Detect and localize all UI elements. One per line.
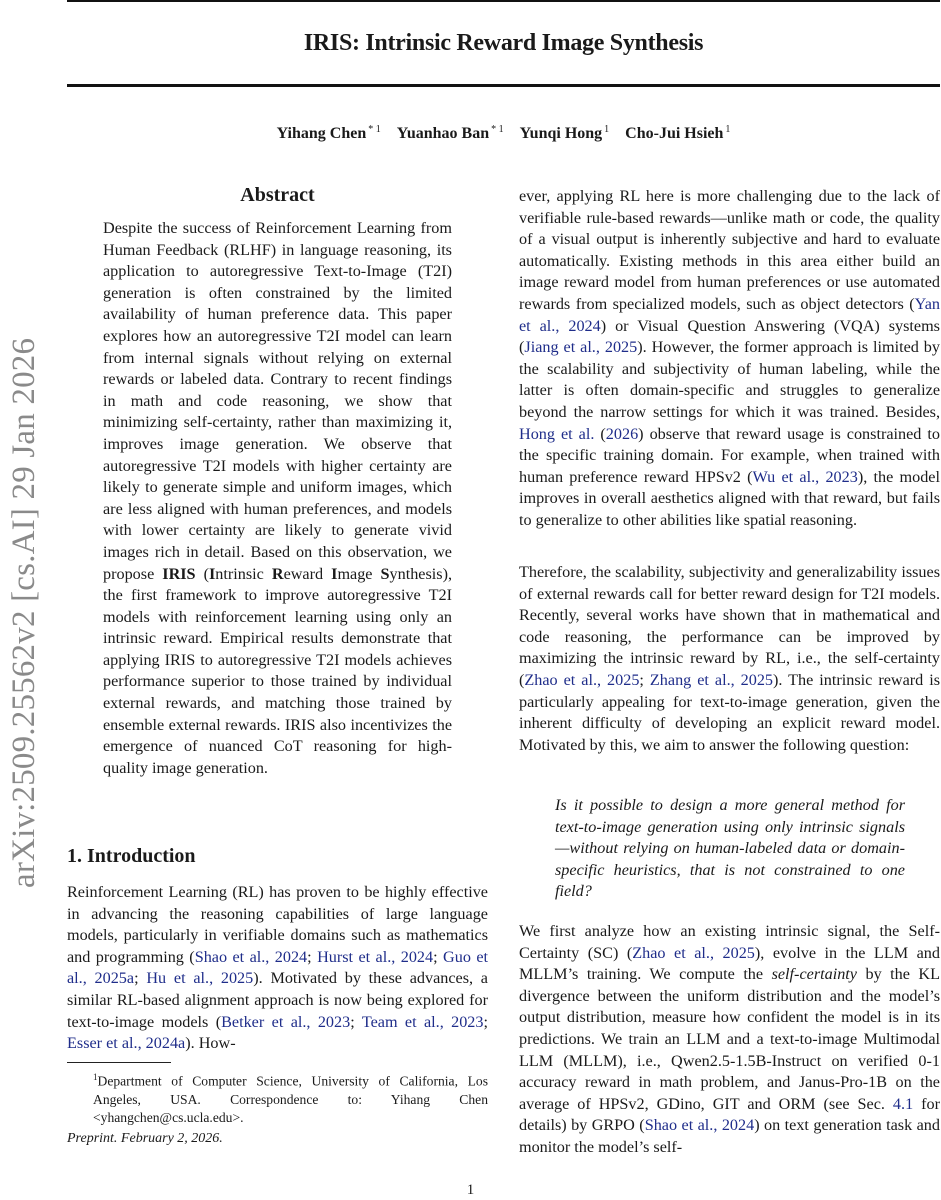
introduction-paragraph-3: We first analyze how an existing intrinsic signal, the Self-Certainty (SC) (Zhao et al., 2025), evolve in the LLM and MLLM’s training. We compute the self-certainty by the KL divergence between the uniform distribution and the model’s output distribution, measure how confident the model is in its predictions. We train an LLM and a text-to-image Multimodal LLM (MLLM), i.e., Qwen2.5-1.5B-Instruct on verified 0-1 accuracy reward in math problem, and Janus-Pro-1B on the average of HPSv2, GDino, GIT and ORM (see Sec. 4.1 for details) by GRPO (Shao et al., 2024) on text generation task and monitor the model’s self- [519, 922, 940, 1156]
abstract-heading: Abstract [240, 184, 315, 206]
footnote-divider [67, 1062, 171, 1063]
citation-link[interactable]: 2026 [605, 424, 639, 443]
introduction-paragraph-1-continued: ever, applying RL here is more challenging due to the lack of verifiable rule-based rewards—unlike math or code, the quality of a visual output is inherently subjective and hard to evaluate automatically. Existing methods in this area either build an image reward model from human preferences or use automated rewards from specialized models, such as object detectors (Yan et al., 2024) or Visual Question Answering (VQA) systems (Jiang et al., 2025). However, the former approach is limited by the scalability and subjectivity of human labeling, while the latter is often domain-specific and struggles to generalize beyond the narrow settings for which it was trained. Besides, Hong et al. (2026) observe that reward usage is constrained to the specific training domain. For example, when trained with human preference reward HPSv2 (Wu et al., 2023), the model improves in overall aesthetics aligned with that reward, but fails to generalize to other abilities like spatial reasoning. [519, 187, 940, 529]
research-question: Is it possible to design a more general method for text-to-image generation using only intrinsic signals—without relying on human-labeled data or domain-specific heuristics, that is not constrained to one field? [555, 796, 905, 901]
citation-link[interactable]: Esser et al., 2024a [67, 1034, 186, 1053]
citation-link[interactable]: Zhang et al., 2025 [649, 670, 774, 689]
page-number: 1 [466, 1182, 475, 1198]
citation-link[interactable]: Team et al., 2023 [361, 1012, 484, 1031]
title-rule [67, 84, 940, 87]
citation-link[interactable]: Zhao et al., 2025 [632, 943, 755, 962]
citation-link[interactable]: Shao et al., 2024 [194, 947, 308, 966]
author: Yunqi Hong $^1$ [519, 124, 610, 142]
author: Cho-Jui Hsieh $^1$ [625, 124, 731, 142]
paper-title: IRIS: Intrinsic Reward Image Synthesis [303, 30, 704, 56]
author: Yuanhao Ban $^{* 1}$ [396, 124, 504, 142]
section-reference-link[interactable]: 4.1 [892, 1094, 914, 1113]
citation-link[interactable]: Hong et al. [519, 424, 595, 443]
citation-link[interactable]: Jiang et al., 2025 [524, 338, 638, 357]
preprint-note: Preprint. February 2, 2026. [67, 1131, 223, 1146]
citation-link[interactable]: Guo et al., 2025a [67, 947, 489, 988]
citation-link[interactable]: Yan et al., 2024 [519, 294, 940, 335]
top-rule [67, 0, 940, 2]
introduction-paragraph-2: Therefore, the scalability, subjectivity and generalizability issues of external rewards call for better reward design for T2I models. Recently, several works have shown that in mathematical and code reasoning, the performance can be improved by maximizing the intrinsic reward by RL, i.e., the self-certainty (Zhao et al., 2025; Zhang et al., 2025). The intrinsic reward is particularly appealing for text-to-image generation, given the inherent difficulty of developing an explicit reward model. Motivated by this, we aim to answer the following question: [519, 563, 941, 754]
citation-link[interactable]: Shao et al., 2024 [644, 1116, 755, 1135]
abstract-body: Despite the success of Reinforcement Learning from Human Feedback (RLHF) in language reasoning, its application to autoregressive Text-to-Image (T2I) generation is often constrained by the limited availability of human preference data. This paper explores how an autoregressive T2I model can learn from internal signals without relying on external rewards or labeled data. Contrary to recent findings in math and code reasoning, we show that minimizing self-certainty, rather than maximizing it, improves image generation. We observe that autoregressive T2I models with higher certainty are likely to generate simple and uniform images, which are less aligned with human preferences, and models with lower certainty are likely to generate vivid images rich in detail. Based on this observation, we propose IRIS (Intrinsic Reward Image Synthesis), the first framework to improve autoregressive T2I models with reinforcement learning using only an intrinsic reward. Empirical results demonstrate that applying IRIS to autoregressive T2I models achieves performance superior to those trained by individual external rewards, and matching those trained by ensemble external rewards. IRIS also incentivizes the emergence of nuanced CoT reasoning for high-quality image generation. [103, 219, 453, 777]
author: Yihang Chen $^{* 1}$ [276, 124, 381, 142]
arxiv-identifier-stamp: arXiv:2509.25562v2 [cs.AI] 29 Jan 2026 [6, 337, 42, 888]
citation-link[interactable]: Zhao et al., 2025 [524, 670, 640, 689]
citation-link[interactable]: Hurst et al., 2024 [317, 947, 434, 966]
author-list [67, 124, 940, 143]
citation-link[interactable]: Hu et al., 2025 [146, 969, 254, 988]
citation-link[interactable]: Betker et al., 2023 [221, 1012, 351, 1031]
affiliation-footnote: $^1$Department of Computer Science, University of California, Los Angeles, USA. Correspondence to: Yihang Chen <yhangchen@cs.ucla.edu>. [93, 1072, 488, 1125]
section-heading-introduction: 1. Introduction [67, 845, 196, 867]
citation-link[interactable]: Wu et al., 2023 [752, 467, 858, 486]
introduction-paragraph-1-start: Reinforcement Learning (RL) has proven to be highly effective in advancing the reasoning capabilities of large language models, particularly in verifiable domains such as mathematics and programming (Shao et al., 2024; Hurst et al., 2024; Guo et al., 2025a; Hu et al., 2025). Motivated by these advances, a similar RL-based alignment approach is now being explored for text-to-image models (Betker et al., 2023; Team et al., 2023; Esser et al., 2024a). How- [67, 883, 489, 1053]
